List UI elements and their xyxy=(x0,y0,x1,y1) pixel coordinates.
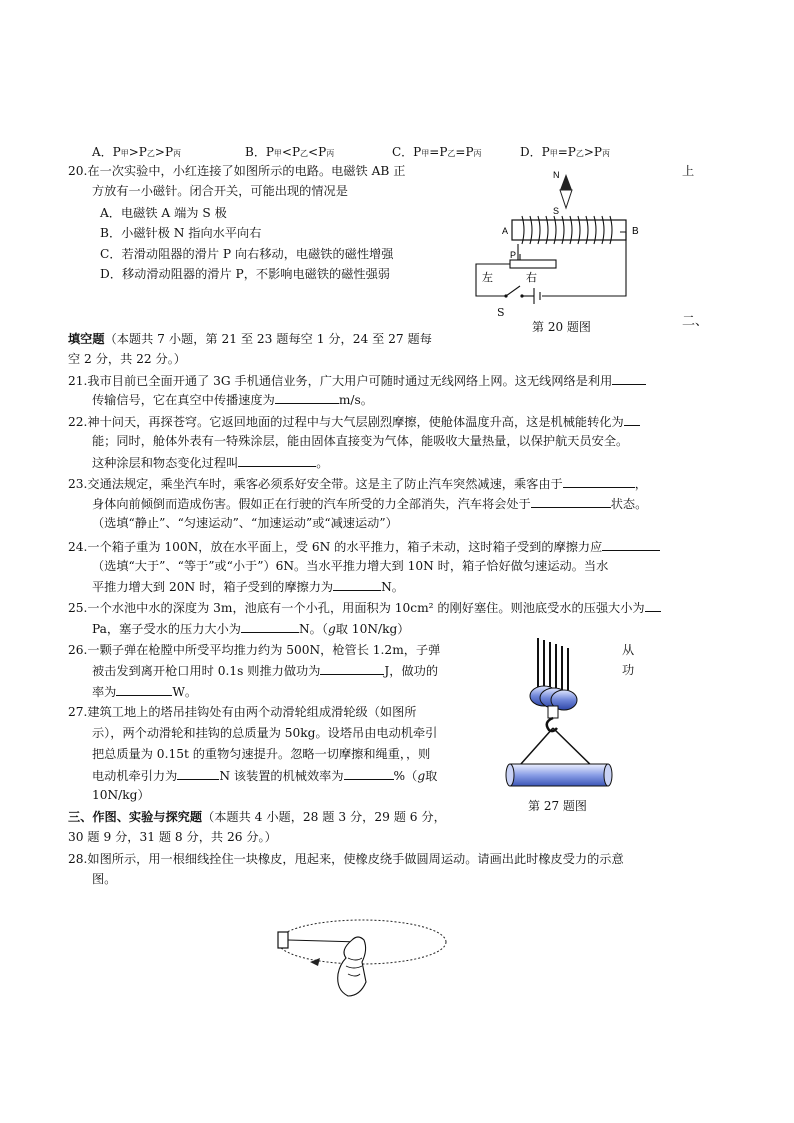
q20-stem-line2: 方放有一小磁针。闭合开关，可能出现的情况是 xyxy=(92,184,348,198)
q23-blank2[interactable] xyxy=(531,494,611,508)
q22-line2: 能；同时，舱体外表有一特殊涂层，能由固体直接变为气体，能吸收大量热量，以保护航天员安全。 xyxy=(92,434,629,448)
q19-option-c: C．P甲=P乙=P丙 xyxy=(392,145,482,159)
q28-line1: 28.如图所示，用一根细线拴住一块橡皮，甩起来，使橡皮绕手做圆周运动。请画出此时橡皮受力的示意 xyxy=(68,852,624,866)
q27-blank1[interactable] xyxy=(177,766,219,780)
q24-line2: （选填“大于”、“等于”或“小于”）6N。当水平推力增大到 10N 时，箱子恰好做匀速运动。当水 xyxy=(92,559,609,573)
q25-line1: 25.一个水池中水的深度为 3m，池底有一个小孔，用面积为 10cm² 的刚好塞住。则池底受水的压强大小为 xyxy=(68,598,661,618)
q26-line2: 被击发到离开枪口用时 0.1s 则推力做功为 J，做功的 xyxy=(92,661,438,681)
q27-pulley-figure xyxy=(500,636,618,792)
q22-blank1[interactable] xyxy=(624,412,640,426)
q20-fig-s-label: S xyxy=(553,206,560,216)
q24-blank1[interactable] xyxy=(602,537,660,551)
q27-line5: 10N/kg） xyxy=(92,788,150,802)
q23-line1: 23.交通法规定，乘坐汽车时，乘客必须系好安全带。这是主了防止汽车突然减速，乘客由于 ， xyxy=(68,474,647,494)
q20-option-c: C．若滑动阻器的滑片 P 向右移动，电磁铁的磁性增强 xyxy=(100,247,394,261)
section2-desc: （本题共 7 小题，第 21 至 23 题每空 1 分，24 至 27 题每 xyxy=(104,332,432,346)
q26-line1: 26.一颗子弹在枪膛中所受平均推力约为 500N，枪管长 1.2m，子弹 xyxy=(68,643,441,657)
section3-desc: （本题共 4 小题，28 题 3 分，29 题 6 分， xyxy=(202,810,446,824)
section2-title: 填空题 xyxy=(68,332,105,346)
q27-line4: 电动机牵引力为 N 该装置的机械效率为 %（g取 xyxy=(92,766,437,786)
q20-fig-right-label: 右 xyxy=(526,271,537,284)
q20-fig-p-label: P xyxy=(510,250,517,260)
q19-option-d: D．P甲=P乙>P丙 xyxy=(520,145,610,159)
q20-stem-tail: 上 xyxy=(682,164,695,178)
section3-title: 三、作图、实验与探究题 xyxy=(68,810,203,824)
q20-fig-caption: 第 20 题图 xyxy=(532,320,591,334)
q22-blank2[interactable] xyxy=(238,453,316,467)
q20-option-b: B．小磁针极 N 指向水平向右 xyxy=(100,226,262,240)
q26-line3: 率为 W。 xyxy=(92,682,197,702)
q20-option-a: A．电磁铁 A 端为 S 极 xyxy=(100,206,227,220)
q20-fig-left-label: 左 xyxy=(482,271,493,284)
q23-line2: 身体向前倾倒而造成伤害。假如正在行驶的汽车所受的力全部消失，汽车将会处于 状态。 xyxy=(92,494,647,514)
q26-line1-tail: 从 xyxy=(622,643,635,657)
q27-fig-caption: 第 27 题图 xyxy=(528,799,587,813)
section3-header-line2: 30 题 9 分，31 题 8 分，共 26 分。） xyxy=(68,830,277,844)
q20-fig-n-label: N xyxy=(553,170,560,180)
q20-fig-b-label: B xyxy=(632,226,639,237)
q27-line1: 27.建筑工地上的塔吊挂钩处有由两个动滑轮组成滑轮级（如图所 xyxy=(68,705,417,719)
q20-option-d: D．移动滑动阻器的滑片 P，不影响电磁铁的磁性强弱 xyxy=(100,267,390,281)
q21-line1: 21.我市目前已全面开通了 3G 手机通信业务，广大用户可随时通过无线网络上网。这无线网络是利用 xyxy=(68,371,646,391)
q25-blank2[interactable] xyxy=(241,619,299,633)
q20-fig-a-label: A xyxy=(502,226,509,236)
q20-stem-line1: 20.在一次实验中，小红连接了如图所示的电路。电磁铁 AB 正 xyxy=(68,164,406,178)
q26-blank2[interactable] xyxy=(116,682,172,696)
q22-line3: 这种涂层和物态变化过程叫 。 xyxy=(92,453,328,473)
q28-line2: 图。 xyxy=(92,872,117,886)
section2-header-line2: 空 2 分，共 22 分。） xyxy=(68,352,186,366)
q26-blank1[interactable] xyxy=(320,661,384,675)
section3-header-line1 xyxy=(68,808,446,827)
q25-blank1[interactable] xyxy=(645,598,661,612)
section2-header-line1 xyxy=(68,330,432,349)
q27-line3: 把总质量为 0.15t 的重物匀速提升。忽略一切摩擦和绳重，，则 xyxy=(92,747,431,761)
q19-option-a: A．P甲>P乙>P丙 xyxy=(92,145,182,159)
q19-option-b: B．P甲<P乙<P丙 xyxy=(245,145,335,159)
q20-circuit-figure xyxy=(470,168,645,328)
q26-line2-tail: 功 xyxy=(622,663,635,677)
q24-line3: 平推力增大到 20N 时，箱子受到的摩擦力为 N。 xyxy=(92,577,404,597)
q22-line1: 22.神十问天，再探苍穹。它返回地面的过程中与大气层剧烈摩擦，使舱体温度升高，这是机械能转化为 xyxy=(68,412,640,432)
q23-blank1[interactable] xyxy=(563,474,635,488)
q27-blank2[interactable] xyxy=(344,766,394,780)
q24-line1: 24.一个箱子重为 100N，放在水平面上，受 6N 的水平推力，箱子未动，这时箱子受到的摩擦力应 xyxy=(68,537,660,557)
q28-circular-motion-figure xyxy=(270,914,450,1022)
q21-line2: 传输信号，它在真空中传播速度为 m/s。 xyxy=(92,390,373,410)
q25-line2: Pa，塞子受水的压力大小为 N。（g取 10N/kg） xyxy=(92,619,409,639)
q21-blank1[interactable] xyxy=(612,371,646,385)
q24-blank2[interactable] xyxy=(333,577,381,591)
section2-number: 二、 xyxy=(682,314,709,329)
q21-blank2[interactable] xyxy=(275,390,339,404)
q23-line3: （选填“静止”、“匀速运动”、“加速运动”或“减速运动”） xyxy=(92,516,398,530)
q27-line2: 示），两个动滑轮和挂钩的总质量为 50kg。设塔吊由电动机牵引 xyxy=(92,726,438,740)
q20-fig-switch-label: S xyxy=(497,306,505,319)
